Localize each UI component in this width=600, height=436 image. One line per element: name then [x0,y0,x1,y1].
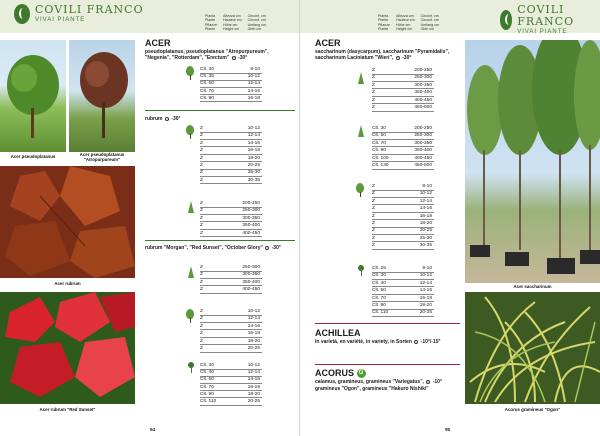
row-size: 18-20 [247,155,260,161]
row-underline [372,88,434,89]
brand-sub: VIVAI PIANTE [517,29,568,35]
row-underline [372,96,434,97]
sun-icon [396,56,400,60]
row-size: 200-250 [414,126,432,131]
conifer-shape-icon [188,266,194,280]
conifer-shape-icon [358,125,364,139]
row-size: 20-25 [419,310,432,316]
row-size: 200-250 [414,68,432,73]
row-plant-type: Z [372,75,375,81]
species-acorus-b: gramineus "Ogon", gramineus "Hakuro Nishiki" [315,386,429,393]
row-underline [372,111,434,112]
row-plant-type: Z [200,201,203,206]
row-plant-type: Z [372,228,375,234]
grass-illustration [465,292,600,404]
row-size: 400-450 [414,155,432,161]
row-plant-type: Clt. 35 [200,74,214,80]
row-size: 18-20 [419,221,432,226]
brand-sub: VIVAI PIANTE [35,17,86,23]
row-underline [372,301,434,302]
species-achillea: in varietà, en variété, in variety, in Sorten [315,339,412,345]
row-plant-type: Z [200,170,203,176]
row-plant-type: Z [200,140,203,146]
photo-acer-red-sunset [0,292,135,404]
photo-acer-pseudoplatanus [0,40,66,152]
section-rule [315,364,460,365]
row-size: 10-12 [247,74,260,80]
row-plant-type: Clt. 90 [200,95,214,101]
row-plant-type: Z [200,279,203,285]
row-underline [372,139,434,140]
row-underline [200,214,262,215]
row-underline [200,329,262,330]
row-underline [200,285,262,286]
leaves-illustration [0,292,135,404]
row-size: 10-12 [419,273,432,279]
leaves-illustration [0,166,135,278]
caption-photo2: Acer pseudoplatanus "Atropurpureum" [79,152,125,162]
row-underline [200,139,262,140]
row-size: 250-300 [414,75,432,81]
row-size: 14-16 [247,140,260,146]
row-size: 450-500 [414,163,432,168]
row-plant-type: Clt. 70 [372,295,386,301]
row-plant-type: Clt. 90 [200,391,214,397]
pot-icon [358,265,364,271]
row-size: 18-20 [247,338,260,344]
caption-photo4: Acer rubrum "Red Sunset" [39,407,96,412]
genus-title: ACER [145,38,171,48]
row-plant-type: Clt. 50 [200,81,214,87]
row-plant-type: Z [372,68,375,73]
row-size: 10-12 [247,363,260,368]
row-size: 300-350 [242,215,260,221]
row-size: 350-400 [242,279,260,285]
row-size: 12-14 [419,280,432,286]
row-plant-type: Clt. 130 [372,163,389,168]
row-underline [372,204,434,205]
acer-saccharinum-heading [315,38,460,61]
row-underline [200,236,262,237]
row-plant-type: Clt. 70 [372,140,386,146]
rubrum-heading: rubrum -30° [145,116,181,122]
row-plant-type: Z [200,148,203,154]
species-rubrum-cultivars: rubrum "Morgan", "Red Sunset", "October Glory" [145,245,263,251]
row-underline [372,249,434,250]
species-rubrum: rubrum [145,116,163,122]
row-size: 10-12 [419,191,432,197]
row-underline [200,94,262,95]
row-size: 25-30 [419,235,432,241]
legend-col-height: Altezza cm Hauteur cm Höhe cm Height cm [396,14,415,32]
row-size: 350-400 [242,223,260,229]
row-plant-type: Clt. 110 [372,310,389,316]
row-size: 300-350 [414,140,432,146]
row-underline [372,241,434,242]
row-underline [372,279,434,280]
row-size: 20-25 [247,346,260,351]
row-plant-type: Z [200,155,203,161]
row-size: 250-300 [242,208,260,214]
row-plant-type: Z [200,215,203,221]
row-underline [372,154,434,155]
row-plant-type: Z [372,198,375,204]
row-size: 8-10 [422,266,432,271]
row-size: 16-18 [247,95,260,101]
row-plant-type: Z [372,243,375,249]
row-underline [200,383,262,384]
row-underline [200,293,262,294]
row-size: 14-16 [247,377,260,383]
row-size: 12-14 [247,370,260,376]
row-underline [200,161,262,162]
row-plant-type: Clt. 70 [200,88,214,94]
row-size: 10-12 [247,309,260,314]
row-size: 20-25 [247,399,260,404]
photo-acer-atropurpureum [69,40,135,152]
row-plant-type: Z [200,331,203,337]
logo-mark-icon [14,4,30,24]
row-size: 400-450 [242,287,260,293]
row-plant-type: Z [200,309,203,314]
row-size: 12-14 [247,81,260,87]
row-size: 16-18 [247,384,260,390]
row-plant-type: Z [372,184,375,189]
tree-illustration [69,40,135,152]
row-underline [200,278,262,279]
row-underline [200,397,262,398]
row-underline [200,344,262,345]
row-size: 30-35 [419,243,432,249]
row-plant-type: Clt. 40 [372,280,386,286]
conifer-shape-icon [188,201,194,215]
row-plant-type: Clt. 50 [372,288,386,294]
achillea-heading: ACHILLEA in varietà, en variété, in variety, in Sorten -10°/-15° [315,328,460,345]
acer-heading-block [145,38,295,61]
row-size: 8-10 [422,184,432,189]
row-size: 200-250 [242,201,260,206]
row-plant-type: Clt. 50 [200,377,214,383]
row-plant-type: Z [200,323,203,329]
genus-achillea: ACHILLEA [315,328,361,338]
row-plant-type: Z [372,235,375,241]
row-underline [372,294,434,295]
row-underline [200,101,262,102]
row-underline [372,81,434,82]
row-size: 12-14 [419,198,432,204]
row-underline [200,405,262,406]
row-underline [200,183,262,184]
conifer-shape-icon [358,72,364,86]
caption-photo1: Acer pseudoplatanus [10,154,56,159]
sun-icon [165,117,169,121]
nursery-rows-illustration [465,40,600,283]
row-plant-type: Z [372,213,375,219]
row-underline [200,87,262,88]
row-size: 16-18 [419,295,432,301]
row-plant-type: Z [200,230,203,236]
section-rule [145,240,295,241]
row-underline [200,352,262,353]
row-plant-type: Z [200,133,203,139]
row-size: 350-400 [414,148,432,154]
tree-shape-icon [186,125,194,139]
category-badge: G [357,369,366,378]
right-page [300,0,600,436]
photo-acer-saccharinum [465,40,600,283]
row-underline [200,154,262,155]
row-size: 450-500 [414,105,432,110]
photo-acer-rubrum [0,166,135,278]
row-plant-type: Z [200,223,203,229]
row-plant-type: Z [372,105,375,110]
row-size: 16-18 [419,213,432,219]
legend-col-plant: Pianta Plante Pflanze Plante [205,14,217,32]
row-plant-type: Clt. 30 [372,126,386,131]
row-plant-type: Clt. 100 [372,155,389,161]
row-plant-type: Z [372,90,375,96]
photo-acorus-ogon [465,292,600,404]
row-underline [200,176,262,177]
row-plant-type: Z [200,126,203,131]
row-underline [372,103,434,104]
row-size: 12-14 [247,316,260,322]
legend-col-girth: Circonf. cm Circonf. cm Umfang cm Girth cm [420,14,439,32]
row-underline [372,219,434,220]
row-plant-type: Z [200,163,203,168]
legend-col-girth: Circonf. cm Circonf. cm Umfang cm Girth cm [247,14,266,32]
genus-title: ACER [315,38,341,48]
row-plant-type: Z [200,177,203,183]
row-underline [200,337,262,338]
row-plant-type: Clt. 30 [200,67,214,72]
row-size: 16-18 [247,331,260,337]
legend-col-height: Altezza cm Hauteur cm Höhe cm Height cm [223,14,242,32]
row-plant-type: Clt. 30 [372,273,386,279]
row-underline [200,322,262,323]
legend [378,14,439,32]
genus-acorus: ACORUS [315,368,355,378]
sun-icon [265,246,269,250]
row-size: 20-25 [247,163,260,168]
row-plant-type: Z [200,272,203,278]
left-header-bar [0,0,300,33]
pot-icon [188,362,194,368]
row-plant-type: Z [372,206,375,212]
row-size: 14-16 [419,206,432,212]
row-size: 14-16 [419,288,432,294]
row-size: 350-400 [414,90,432,96]
row-plant-type: Z [372,82,375,88]
sun-icon [426,380,430,384]
caption-photo3: Acer rubrum [54,281,81,286]
species-acorus: calamus, gramineus, gramineus "Variegatus", [315,379,424,386]
row-size: 400-450 [242,230,260,236]
section-rule [145,110,295,111]
row-plant-type: Z [200,208,203,214]
caption-right-photo1: Acer saccharinum [513,284,552,289]
species-saccharinum: saccharinum (dasycarpum), saccharinum "Pyramidalis", saccharinum Laciniatum "Wieri", -30° [315,49,450,61]
row-plant-type: Clt. 70 [200,384,214,390]
row-size: 12-14 [247,133,260,139]
brand-name: COVILI FRANCO [517,3,575,28]
row-underline [200,146,262,147]
row-underline [372,146,434,147]
caption-right-photo2: Acorus gramineus "Ogon" [504,407,561,412]
row-size: 10-12 [247,126,260,131]
row-underline [200,390,262,391]
row-plant-type: Z [372,221,375,226]
acorus-heading: ACORUS G calamus, gramineus, gramineus "Variegatus", -10° gramineus "Ogon", gramineus "Hakuro Nishiki" [315,368,442,393]
row-size: 18-20 [247,391,260,397]
row-plant-type: Z [372,191,375,197]
section-rule [315,323,460,324]
sun-icon [232,56,236,60]
row-plant-type: Z [200,287,203,293]
brand-logo [500,4,600,36]
legend-col-plant: Pianta Plante Pflanze Plante [378,14,390,32]
row-size: 300-350 [414,82,432,88]
row-size: 250-300 [414,133,432,139]
tree-shape-icon [186,66,192,80]
row-size: 250-300 [242,265,260,270]
row-size: 8-10 [250,67,260,72]
legend [205,14,266,32]
row-underline [372,161,434,162]
row-size: 14-16 [247,323,260,329]
row-underline [372,286,434,287]
row-underline [200,221,262,222]
row-plant-type: Clt. 90 [372,148,386,154]
rubrum-cultivars-heading: rubrum "Morgan", "Red Sunset", "October Glory" -30° [145,245,281,251]
row-underline [372,169,434,170]
row-size: 400-450 [414,97,432,103]
brand-logo [14,4,144,24]
sun-icon [414,340,418,344]
row-size: 20-25 [419,228,432,234]
tree-shape-icon [356,183,364,197]
logo-mark-icon [500,10,512,30]
tree-shape-icon [186,309,194,323]
row-underline [200,229,262,230]
row-plant-type: Z [200,316,203,322]
row-underline [372,234,434,235]
row-plant-type: Clt. 110 [200,399,217,404]
right-header-bar [300,0,600,33]
row-underline [372,212,434,213]
row-plant-type: Clt. 25 [372,266,386,271]
row-plant-type: Clt. 30 [200,363,214,368]
row-size: 18-20 [419,303,432,308]
row-plant-type: Z [200,346,203,351]
row-plant-type: Z [200,265,203,270]
page-number: 94 [150,427,156,432]
row-plant-type: Clt. 90 [372,303,386,308]
row-plant-type: Clt. 50 [372,133,386,139]
tree-illustration [0,40,66,152]
page-number: 95 [445,427,451,432]
species-pseudoplatanus: pseudoplatanus, pseudoplatanus "Atropurpureum", "Negenia", "Rotterdam", "Erectum" -30° [145,49,269,61]
row-plant-type: Z [372,97,375,103]
row-underline [372,197,434,198]
row-size: 16-18 [247,148,260,154]
row-plant-type: Z [200,338,203,344]
row-size: 300-350 [242,272,260,278]
row-size: 14-16 [247,88,260,94]
row-size: 30-35 [247,177,260,183]
row-size: 25-30 [247,170,260,176]
row-underline [372,316,434,317]
brand-name: COVILI FRANCO [35,3,144,16]
row-plant-type: Clt. 40 [200,370,214,376]
